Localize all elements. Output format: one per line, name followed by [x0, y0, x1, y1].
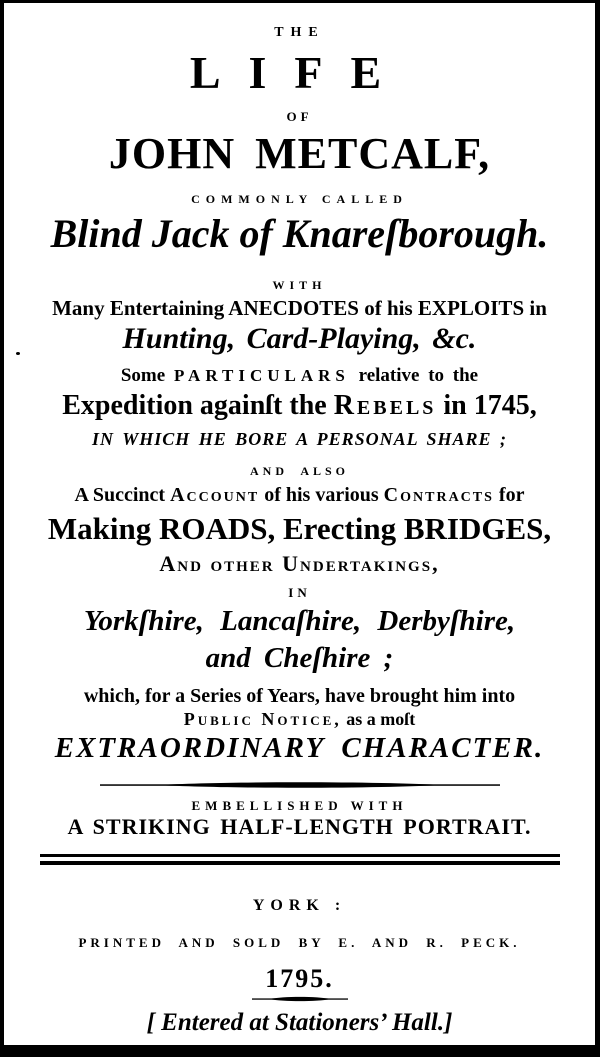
particulars-caps-word: PARTICULARS — [173, 366, 350, 386]
line-stationers-hall: [ Entered at Stationers’ Hall.] — [146, 1008, 453, 1036]
line-publication-year: 1795. — [265, 963, 334, 993]
succinct-pre-text: A Succinct — [74, 483, 171, 506]
line-personal-share: IN WHICH HE BORE A PERSONAL SHARE ; — [92, 429, 507, 450]
line-portrait: A STRIKING HALF-LENGTH PORTRAIT. — [67, 814, 532, 840]
line-commonly-called: COMMONLY CALLED — [191, 192, 408, 207]
line-counties-first: Yorkſhire, Lancaſhire, Derbyſhire, — [83, 605, 516, 638]
public-notice-smallcaps: Public Notice, — [183, 708, 342, 729]
particulars-pre-text: Some — [120, 365, 174, 387]
double-rule-bottom-bar — [40, 861, 560, 865]
line-printer-imprint: PRINTED AND SOLD BY E. AND R. PECK. — [78, 935, 521, 951]
line-imprint-city: YORK : — [252, 897, 347, 915]
line-extraordinary-character: EXTRAORDINARY CHARACTER. — [54, 732, 545, 765]
line-expedition-1745 — [4, 391, 595, 421]
book-title-page — [4, 3, 595, 1045]
line-particulars — [4, 366, 595, 387]
expedition-pre-text: Expedition againſt the — [62, 390, 334, 421]
line-of: OF — [286, 108, 313, 124]
line-series-of-years: which, for a Series of Years, have brought him into — [83, 685, 516, 708]
small-swelled-rule-ornament — [4, 995, 595, 1003]
ink-speck-artifact — [16, 352, 20, 355]
particulars-post-text: relative to the — [349, 365, 479, 387]
expedition-post-text: in 1745, — [436, 390, 537, 421]
swelled-rule-shape — [100, 780, 500, 790]
line-anecdotes: Many Entertaining ANECDOTES of his EXPLOITS in — [52, 296, 547, 321]
line-in: IN — [288, 585, 311, 601]
small-swelled-rule-shape — [252, 995, 348, 1003]
line-and-also: AND ALSO — [249, 463, 349, 478]
line-succinct-account — [4, 485, 595, 507]
line-blind-jack-nickname: Blind Jack of Knareſborough. — [50, 211, 549, 257]
line-the: THE — [274, 25, 325, 40]
line-making-roads-bridges: Making ROADS, Erecting BRIDGES, — [47, 511, 552, 547]
succinct-mid-text: of his various — [259, 483, 384, 506]
line-embellished-with: EMBELLISHED WITH — [191, 798, 408, 814]
expedition-rebels-smallcaps: Rebels — [333, 390, 437, 421]
line-with: WITH — [272, 278, 327, 293]
line-public-notice — [4, 710, 595, 729]
line-other-undertakings: And other Undertakings, — [159, 550, 440, 576]
double-rule-divider — [40, 854, 560, 865]
line-author-subject-name: JOHN METCALF, — [108, 128, 491, 178]
line-hunting-card-playing: Hunting, Card-Playing, &c. — [122, 322, 477, 356]
line-title-life: LIFE — [189, 47, 410, 99]
public-notice-post-text: as a moſt — [341, 708, 416, 729]
succinct-post-text: for — [493, 483, 525, 506]
succinct-account-smallcaps: Account — [170, 483, 260, 506]
succinct-contracts-smallcaps: Contracts — [383, 483, 494, 506]
line-counties-second: and Cheſhire ; — [205, 641, 394, 674]
swelled-rule-ornament — [4, 780, 595, 790]
